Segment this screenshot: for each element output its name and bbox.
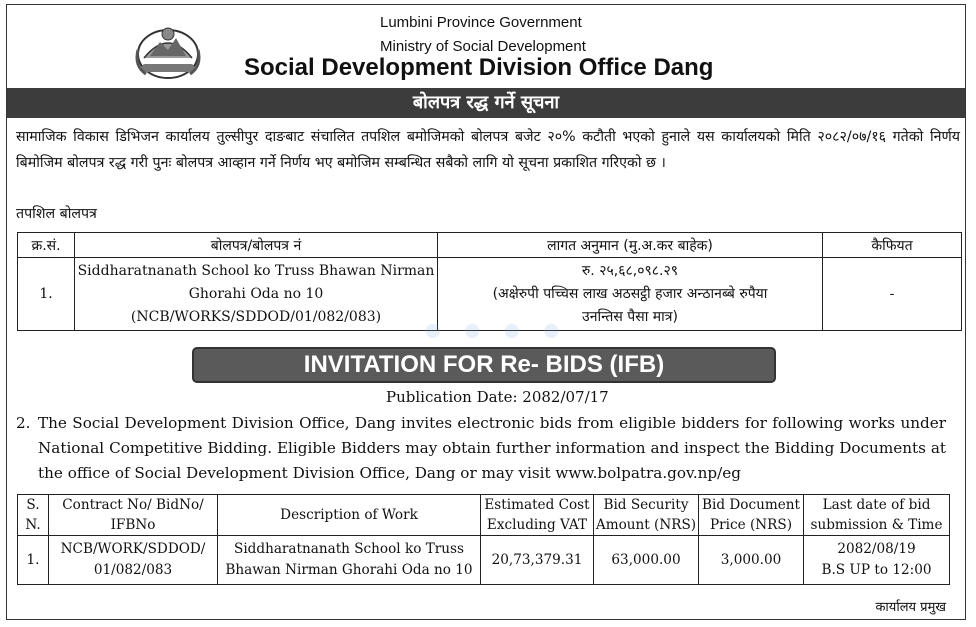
lastdate-line2: B.S UP to 12:00 — [821, 562, 932, 578]
desc-line2: Bhawan Nirman Ghorahi Oda no 10 — [225, 562, 473, 578]
col-sn-line2: N. — [25, 517, 41, 533]
invitation-paragraph — [16, 411, 946, 486]
row-cost — [438, 258, 823, 331]
row-last-date — [804, 536, 950, 585]
col-contract-line2: IFBNo — [110, 517, 156, 533]
cancelled-bids-table — [17, 232, 962, 331]
paragraph-text: The Social Development Division Office, Dang invites electronic bids from eligible bidders for following works under National Competitive Bidding. Eligible Bidders may obtain further information and inspect the Bidding Documents at the office of Social Development Division Office, Dang or may visit www.bolpatra.gov.np/eg — [38, 414, 946, 482]
cost-line-2: (अक्षेरुपी पच्चिस लाख अठसट्ठी हजार अन्ठानब्बे रुपैया — [492, 285, 768, 302]
work-line-1: Siddharatnanath School ko Truss Bhawan Nirman — [77, 262, 435, 279]
row-contract-no — [49, 536, 218, 585]
col-security-line1: Bid Security — [603, 497, 689, 513]
col-cost-line2: Excluding VAT — [486, 517, 588, 533]
nepal-government-emblem-icon — [130, 20, 206, 82]
col-doc-price — [699, 495, 804, 536]
col-cost-estimate: लागत अनुमान (मु.अ.कर बाहेक) — [438, 233, 823, 258]
col-contract-line1: Contract No/ BidNo/ — [62, 497, 204, 513]
watermark-logo: • • • • — [420, 310, 565, 356]
col-lastdate-line2: submission & Time — [810, 517, 943, 533]
province-government-line: Lumbini Province Government — [380, 14, 582, 31]
office-chief-signoff: कार्यालय प्रमुख — [875, 600, 946, 615]
bid-details-table — [17, 494, 950, 585]
col-bid-security — [594, 495, 699, 536]
col-lastdate-line1: Last date of bid — [822, 497, 931, 513]
ministry-line: Ministry of Social Development — [380, 38, 586, 55]
row-remarks: - — [823, 258, 962, 331]
col-description: Description of Work — [218, 495, 481, 536]
work-line-2: Ghorahi Oda no 10 — [188, 285, 324, 302]
office-title: Social Development Division Office Dang — [244, 54, 714, 81]
row-description — [218, 536, 481, 585]
table-row — [18, 536, 950, 585]
cost-line-1: रु. २५,६८,०९८.२९ — [581, 262, 679, 279]
notice-heading-band: बोलपत्र रद्ध गर्ने सूचना — [7, 88, 965, 118]
publication-date: Publication Date: 2082/07/17 — [386, 388, 609, 406]
col-sn — [18, 495, 49, 536]
cancellation-paragraph: सामाजिक विकास डिभिजन कार्यालय तुल्सीपुर दाङबाट संचालित तपशिल बमोजिमको बोलपत्र बजेट २०% कटौती भएको हुनाले यस कार्यालयको मिति २०८२/०७/१६ गतेको निर्णय बिमोजिम बोलपत्र रद्ध गरी पुनः बोलपत्र आव्हान गर्ने निर्णय भए बमोजिम सम्बन्धित सबैको लागि यो सूचना प्रकाशित गरिएको छ । — [16, 129, 960, 171]
col-docprice-line1: Bid Document — [702, 497, 800, 513]
col-docprice-line2: Price (NRS) — [709, 517, 793, 533]
desc-line1: Siddharatnanath School ko Truss — [234, 541, 464, 557]
row-work — [75, 258, 438, 331]
row-sn: 1. — [18, 258, 75, 331]
lastdate-line1: 2082/08/19 — [837, 541, 916, 557]
contract-line1: NCB/WORK/SDDOD/ — [60, 541, 206, 557]
col-estimated-cost — [481, 495, 594, 536]
col-cost-line1: Estimated Cost — [484, 497, 590, 513]
col-sn-line1: S. — [26, 497, 40, 513]
table-intro: तपशिल बोलपत्र — [16, 206, 97, 222]
work-line-3: (NCB/WORKS/SDDOD/01/082/083) — [130, 308, 382, 325]
cost-line-3: उनन्तिस पैसा मात्र) — [582, 308, 678, 325]
contract-line2: 01/082/083 — [93, 562, 173, 578]
col-bid-no: बोलपत्र/बोलपत्र नं — [75, 233, 438, 258]
row-doc-price: 3,000.00 — [699, 536, 804, 585]
col-remarks: कैफियत — [823, 233, 962, 258]
ifb-title-banner: INVITATION FOR Re- BIDS (IFB) — [192, 347, 776, 383]
row-sn: 1. — [18, 536, 49, 585]
table-header-row — [18, 233, 962, 258]
col-contract-no — [49, 495, 218, 536]
col-last-date — [804, 495, 950, 536]
col-sn: क्र.सं. — [18, 233, 75, 258]
row-bid-security: 63,000.00 — [594, 536, 699, 585]
paragraph-number: 2. — [16, 414, 31, 432]
col-security-line2: Amount (NRS) — [595, 517, 697, 533]
row-estimated-cost: 20,73,379.31 — [481, 536, 594, 585]
table-header-row — [18, 495, 950, 536]
table-row — [18, 258, 962, 331]
